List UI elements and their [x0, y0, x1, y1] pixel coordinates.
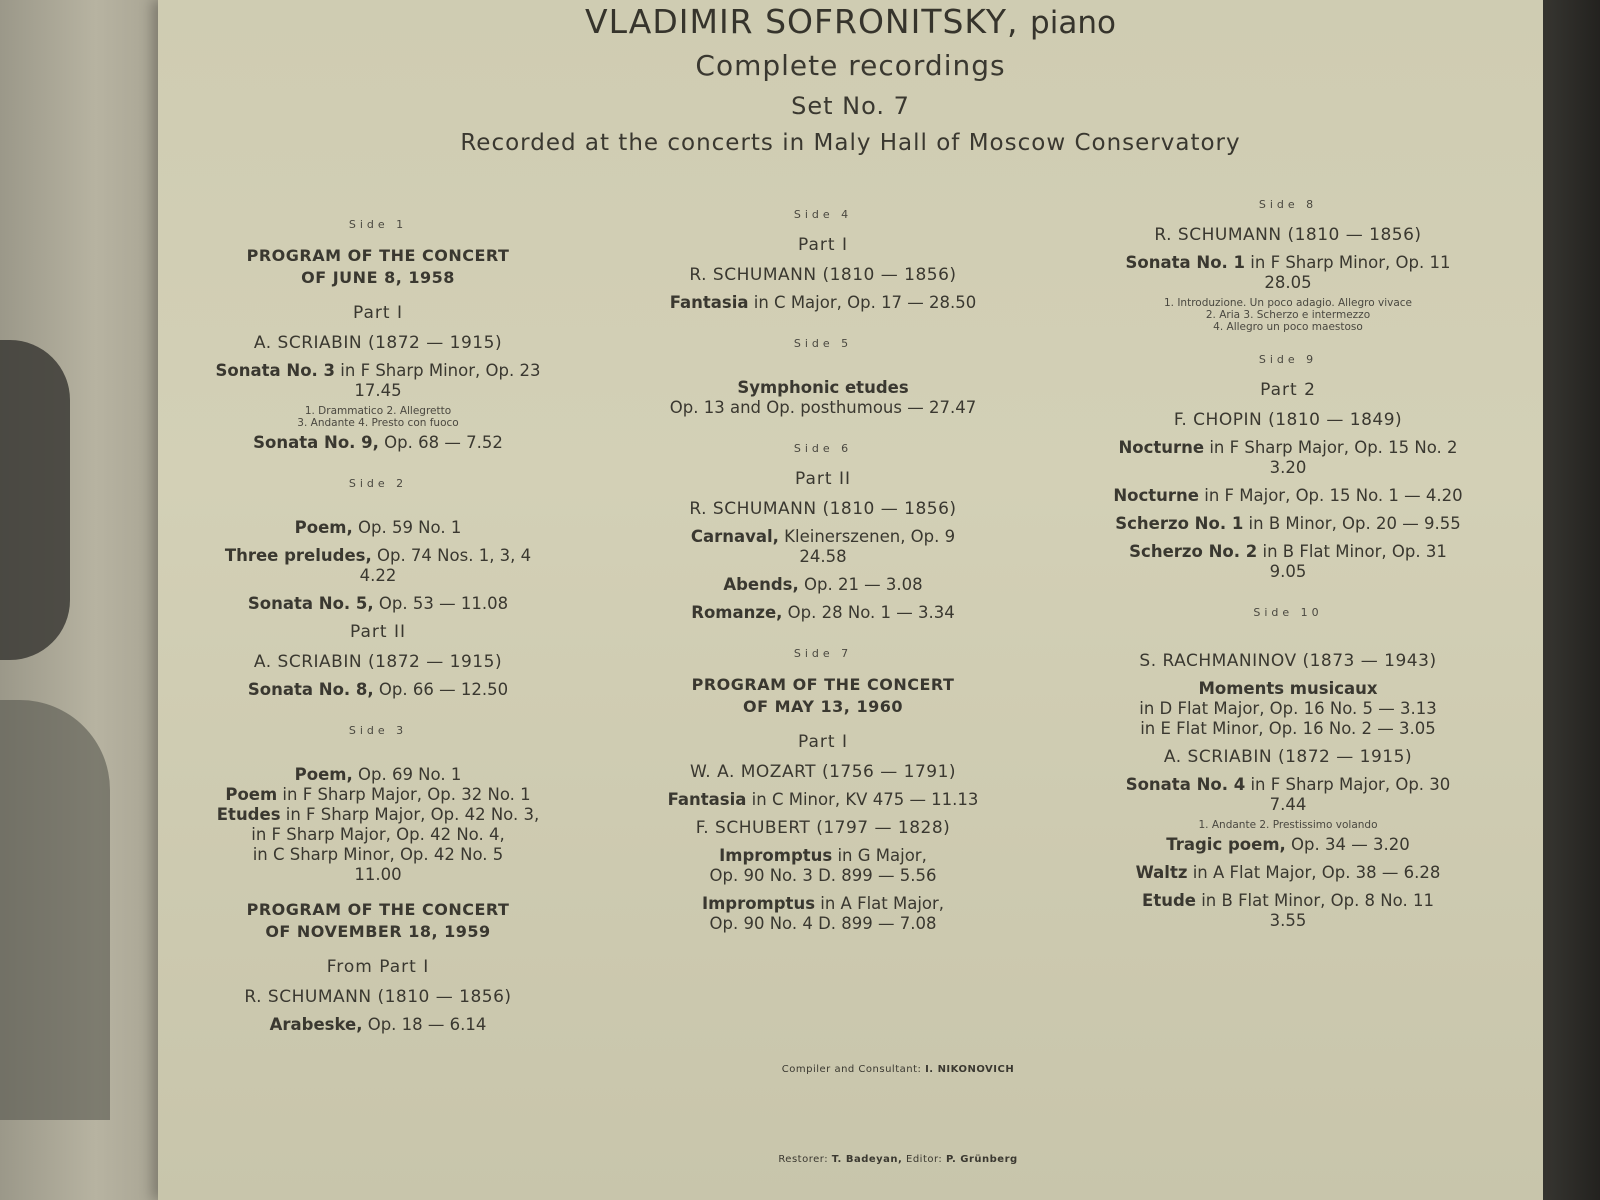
work-detail: Op. 28 No. 1 — 3.34: [782, 603, 955, 622]
work-entry: [638, 527, 1008, 567]
work-title: Abends,: [723, 575, 799, 594]
work-detail: Op. 66 — 12.50: [373, 680, 509, 699]
work-entry: [198, 361, 558, 401]
work-title: Etude: [1142, 891, 1196, 910]
work-detail: in C Minor, KV 475 — 11.13: [746, 790, 979, 809]
part-label: Part I: [798, 732, 848, 752]
work-duration: 17.45: [354, 381, 402, 400]
work-duration: 3.20: [1269, 458, 1307, 477]
work-detail: in A Flat Major, Op. 38 — 6.28: [1187, 863, 1441, 882]
instrument: piano: [1030, 5, 1116, 41]
work-duration: 7.44: [1269, 795, 1307, 814]
work-title: Sonata No. 1: [1125, 253, 1246, 272]
side-label: Side 1: [348, 218, 408, 231]
program-heading-line: OF NOVEMBER 18, 1959: [265, 922, 491, 941]
work-detail: in F Sharp Major, Op. 42 No. 3,: [280, 805, 540, 824]
header: [158, 0, 1543, 156]
work-entry: [198, 765, 558, 885]
work-detail: Op. 90 No. 3 D. 899 — 5.56: [709, 866, 937, 885]
credit-name: P. Grünberg: [945, 1154, 1018, 1165]
work-entry: [198, 594, 558, 614]
work-entry: [1078, 835, 1498, 855]
work-entry: [198, 433, 558, 453]
work-entry: [638, 293, 1008, 313]
work-title: Poem,: [294, 518, 353, 537]
work-detail: Op. 90 No. 4 D. 899 — 7.08: [709, 914, 937, 933]
work-detail: in E Flat Minor, Op. 16 No. 2 — 3.05: [1140, 719, 1436, 738]
work-title: Scherzo No. 2: [1129, 542, 1258, 561]
credit-name: T. Badeyan,: [831, 1154, 903, 1165]
work-title: Nocturne: [1113, 486, 1199, 505]
composer: A. SCRIABIN (1872 — 1915): [253, 333, 503, 353]
side-label: Side 2: [348, 477, 408, 490]
side-label: Side 5: [793, 337, 853, 350]
work-duration: 24.58: [799, 547, 847, 566]
movement-line: 2. Aria 3. Scherzo e intermezzo: [1205, 309, 1371, 321]
work-duration: 28.05: [1264, 273, 1312, 292]
performer-title: [158, 2, 1543, 41]
program-heading-line: OF JUNE 8, 1958: [301, 268, 455, 287]
work-title: Impromptus: [719, 846, 833, 865]
work-title: Moments musicaux: [1198, 679, 1378, 698]
work-entry: [1078, 775, 1498, 815]
work-detail: in F Major, Op. 15 No. 1 — 4.20: [1199, 486, 1463, 505]
composer: F. SCHUBERT (1797 — 1828): [695, 818, 951, 838]
composer: R. SCHUMANN (1810 — 1856): [689, 499, 957, 519]
work-entry: [1078, 253, 1498, 293]
program-heading-line: PROGRAM OF THE CONCERT: [246, 246, 510, 265]
work-entry: [198, 1015, 558, 1035]
movements: [1078, 819, 1498, 831]
sleeve-photo-shape: [0, 340, 70, 660]
credit-label: Compiler and Consultant:: [781, 1064, 926, 1075]
work-title: Scherzo No. 1: [1115, 514, 1244, 533]
recording-note: Recorded at the concerts in Maly Hall of Moscow Conservatory: [460, 130, 1241, 156]
performer-name: VLADIMIR SOFRONITSKY,: [585, 2, 1019, 41]
work-title: Arabeske,: [269, 1015, 363, 1034]
work-detail: Kleinerszenen, Op. 9: [778, 527, 956, 546]
side-label: Side 7: [793, 647, 853, 660]
side-label: Side 9: [1258, 353, 1318, 366]
work-entry: [1078, 486, 1498, 506]
movement-line: 3. Andante 4. Presto con fuoco: [297, 417, 459, 429]
work-entry: [198, 546, 558, 586]
work-detail: in B Minor, Op. 20 — 9.55: [1243, 514, 1461, 533]
work-detail: Op. 34 — 3.20: [1285, 835, 1410, 854]
work-title: Impromptus: [701, 894, 816, 913]
side-label: Side 4: [793, 208, 853, 221]
work-detail: in F Sharp Major, Op. 30: [1245, 775, 1451, 794]
work-title: Tragic poem,: [1166, 835, 1286, 854]
work-detail: Op. 13 and Op. posthumous — 27.47: [669, 398, 977, 417]
work-title: Fantasia: [667, 790, 747, 809]
composer: F. CHOPIN (1810 — 1849): [1173, 410, 1403, 430]
work-detail: Op. 53 — 11.08: [373, 594, 509, 613]
program-heading-line: PROGRAM OF THE CONCERT: [246, 900, 510, 919]
part-label: Part II: [350, 622, 406, 642]
work-title: Sonata No. 8,: [247, 680, 374, 699]
work-entry: [638, 603, 1008, 623]
work-detail: in F Sharp Major, Op. 15 No. 2: [1204, 438, 1458, 457]
work-entry: [1078, 891, 1498, 931]
work-detail: in A Flat Major,: [815, 894, 945, 913]
composer: R. SCHUMANN (1810 — 1856): [689, 265, 957, 285]
work-detail: Op. 74 Nos. 1, 3, 4: [371, 546, 532, 565]
credit-name: I. NIKONOVICH: [925, 1064, 1015, 1075]
work-detail: in C Sharp Minor, Op. 42 No. 5: [252, 845, 504, 864]
work-entry: [198, 680, 558, 700]
part-label: From Part I: [326, 957, 430, 977]
column-2: [638, 204, 1008, 942]
work-duration: 3.55: [1269, 911, 1307, 930]
movements: [1078, 297, 1498, 333]
composer: W. A. MOZART (1756 — 1791): [689, 762, 957, 782]
work-title: Fantasia: [669, 293, 749, 312]
program-heading: [198, 245, 558, 289]
composer: A. SCRIABIN (1872 — 1915): [1163, 747, 1413, 767]
work-entry: [1078, 863, 1498, 883]
work-title: Sonata No. 9,: [253, 433, 379, 452]
work-title: Waltz: [1135, 863, 1188, 882]
work-entry: [1078, 679, 1498, 739]
movements: [198, 405, 558, 429]
work-detail: in G Major,: [832, 846, 927, 865]
work-entry: [638, 790, 1008, 810]
side-label: Side 10: [1253, 606, 1323, 619]
work-detail: Op. 68 — 7.52: [378, 433, 503, 452]
work-entry: [638, 894, 1008, 934]
restorer-editor-credit: [718, 1154, 1078, 1165]
work-title: Symphonic etudes: [737, 378, 909, 397]
work-detail: in F Sharp Major, Op. 32 No. 1: [277, 785, 531, 804]
program-heading-line: PROGRAM OF THE CONCERT: [691, 675, 955, 694]
movement-line: 4. Allegro un poco maestoso: [1213, 321, 1363, 333]
part-label: Part I: [798, 235, 848, 255]
work-entry: [638, 846, 1008, 886]
part-label: Part I: [353, 303, 403, 323]
column-1: [198, 214, 558, 1043]
side-label: Side 6: [793, 442, 853, 455]
liner-notes-page: [158, 0, 1543, 1200]
program-heading: [198, 899, 558, 943]
work-detail: in C Major, Op. 17 — 28.50: [748, 293, 977, 312]
work-title: Sonata No. 5,: [247, 594, 374, 613]
work-detail: in F Sharp Minor, Op. 11: [1245, 253, 1451, 272]
work-detail: in D Flat Major, Op. 16 No. 5 — 3.13: [1139, 699, 1437, 718]
side-label: Side 8: [1258, 198, 1318, 211]
movement-line: 1. Andante 2. Prestissimo volando: [1198, 819, 1378, 831]
compiler-credit: [718, 1064, 1078, 1075]
work-detail: in B Flat Minor, Op. 8 No. 11: [1195, 891, 1434, 910]
work-title: Sonata No. 3: [215, 361, 336, 380]
sleeve-photo-shape-lower: [0, 700, 110, 1120]
work-detail: in F Sharp Minor, Op. 23: [335, 361, 541, 380]
work-duration: 11.00: [354, 865, 402, 884]
subtitle: Complete recordings: [695, 49, 1006, 82]
composer: R. SCHUMANN (1810 — 1856): [244, 987, 512, 1007]
composer: A. SCRIABIN (1872 — 1915): [253, 652, 503, 672]
work-entry: [1078, 542, 1498, 582]
program-heading: [638, 674, 1008, 718]
credit-label: Restorer:: [778, 1154, 832, 1165]
work-detail: Op. 21 — 3.08: [798, 575, 923, 594]
work-title: Sonata No. 4: [1125, 775, 1246, 794]
work-duration: 9.05: [1269, 562, 1307, 581]
part-label: Part II: [795, 469, 851, 489]
movement-line: 1. Introduzione. Un poco adagio. Allegro vivace: [1163, 297, 1413, 309]
work-title: Nocturne: [1118, 438, 1205, 457]
work-title: Etudes: [216, 805, 281, 824]
work-entry: [638, 575, 1008, 595]
work-detail: Op. 18 — 6.14: [362, 1015, 487, 1034]
set-number: Set No. 7: [791, 92, 910, 120]
work-detail: in F Sharp Major, Op. 42 No. 4,: [251, 825, 505, 844]
work-entry: [638, 378, 1008, 418]
side-label: Side 3: [348, 724, 408, 737]
work-title: Three preludes,: [224, 546, 372, 565]
work-detail: Op. 59 No. 1: [352, 518, 462, 537]
part-label: Part 2: [1260, 380, 1316, 400]
work-title: Poem: [225, 785, 278, 804]
work-title: Poem,: [294, 765, 353, 784]
work-duration: 4.22: [359, 566, 397, 585]
program-heading-line: OF MAY 13, 1960: [743, 697, 903, 716]
work-detail: Op. 69 No. 1: [352, 765, 462, 784]
work-title: Carnaval,: [690, 527, 779, 546]
work-entry: [1078, 438, 1498, 478]
column-3: [1078, 194, 1498, 939]
composer: R. SCHUMANN (1810 — 1856): [1154, 225, 1422, 245]
movement-line: 1. Drammatico 2. Allegretto: [304, 405, 452, 417]
work-detail: in B Flat Minor, Op. 31: [1257, 542, 1447, 561]
composer: S. RACHMANINOV (1873 — 1943): [1139, 651, 1437, 671]
work-title: Romanze,: [691, 603, 783, 622]
work-entry: [1078, 514, 1498, 534]
work-entry: [198, 518, 558, 538]
credit-label: Editor:: [902, 1154, 946, 1165]
adjacent-sleeve-left: [0, 0, 160, 1200]
